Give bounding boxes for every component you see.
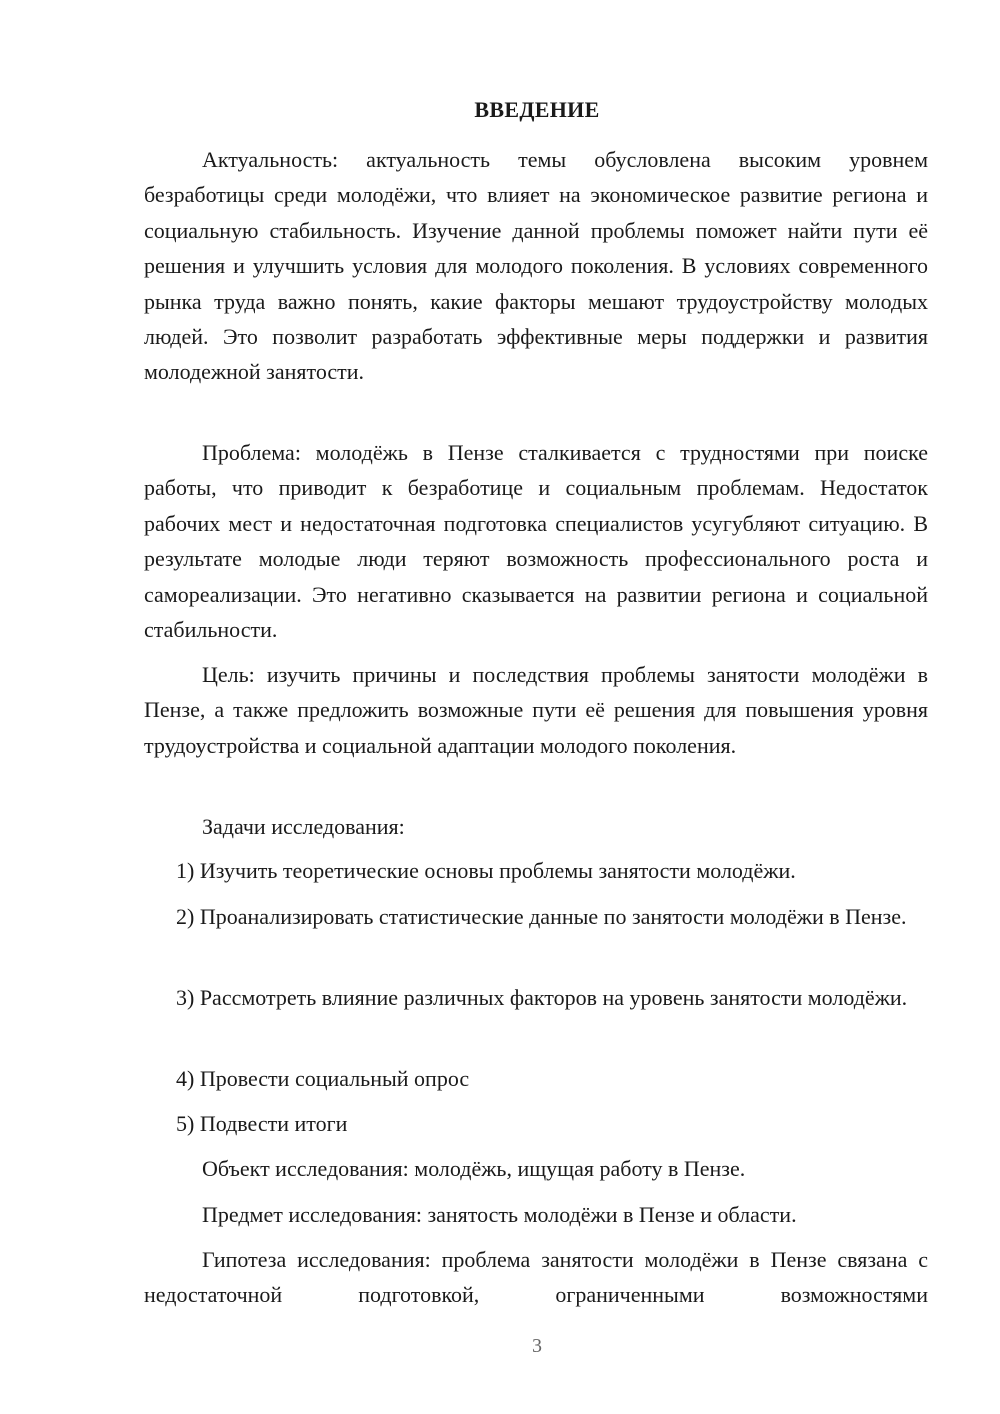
research-object: Объект исследования: молодёжь, ищущая работу в Пензе. [202, 1156, 746, 1181]
task-item-1: 1) Изучить теоретические основы проблемы занятости молодёжи. [176, 858, 796, 883]
tasks-heading: Задачи исследования: [202, 814, 405, 839]
research-subject: Предмет исследования: занятость молодёжи в Пензе и области. [202, 1202, 797, 1227]
goal-paragraph: Цель: изучить причины и последствия проблемы занятости молодёжи в Пензе, а также предложить возможные пути её решения для повышения уровня трудоустройства и социальной адаптации молодого поколения. [144, 662, 928, 758]
relevance-paragraph: Актуальность: актуальность темы обусловлена высоким уровнем безработицы среди молодёжи, что влияет на экономическое развитие региона и социальную стабильность. Изучение данной проблемы поможет найти пути её решения и улучшить условия для молодого поколения. В условиях современного рынка труда важно понять, какие факторы мешают трудоустройству молодых людей. Это позволит разработать эффективные меры поддержки и развития молодежной занятости. [144, 147, 928, 385]
task-item-3: 3) Рассмотреть влияние различных факторов на уровень занятости молодёжи. [176, 985, 908, 1010]
task-item-5: 5) Подвести итоги [176, 1111, 348, 1136]
research-hypothesis: Гипотеза исследования: проблема занятости молодёжи в Пензе связана с недостаточной подготовкой, ограниченными возможностями [144, 1247, 928, 1308]
problem-paragraph: Проблема: молодёжь в Пензе сталкивается с трудностями при поиске работы, что приводит к безработице и социальным проблемам. Недостаток рабочих мест и недостаточная подготовка специалистов усугубляют ситуацию. В результате молодые люди теряют возможность профессионального роста и самореализации. Это негативно сказывается на развитии региона и социальной стабильности. [144, 440, 928, 643]
task-item-2: 2) Проанализировать статистические данные по занятости молодёжи в Пензе. [176, 904, 907, 929]
task-item-4: 4) Провести социальный опрос [176, 1066, 470, 1091]
page-number: 3 [532, 1335, 542, 1357]
section-heading: ВВЕДЕНИЕ [474, 97, 600, 122]
